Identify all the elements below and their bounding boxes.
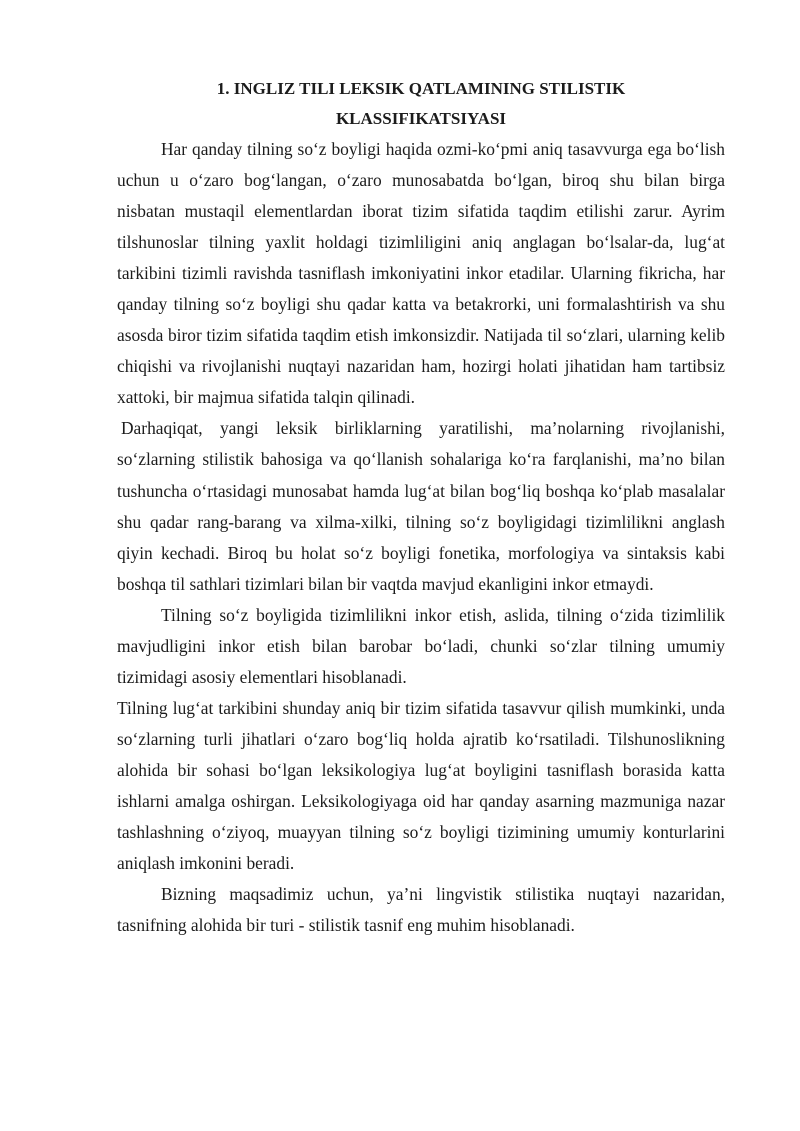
paragraph-3: Tilning so‘z boyligida tizimlilikni inkor etish, aslida, tilning o‘zida tizimlilik mavjudligini inkor etish bilan barobar bo‘ladi, chunki so‘zlar tilning umumiy tizimidagi asosiy elementlari hisoblanadi. xyxy=(117,604,725,687)
title-line-1: 1. INGLIZ TILI LEKSIK QATLAMINING STILISTIK xyxy=(216,79,626,98)
document-title xyxy=(117,74,725,134)
title-line-2: KLASSIFIKATSIYASI xyxy=(335,109,507,128)
document-page xyxy=(117,74,725,941)
paragraph-2: Darhaqiqat, yangi leksik birliklarning yaratilishi, ma’nolarning rivojlanishi, so‘zlarning stilistik bahosiga va qo‘llanish sohalariga ko‘ra farqlanishi, ma’no bilan tushuncha o‘rtasidagi munosabat hamda lug‘at bilan bog‘liq boshqa ko‘plab masalalar shu qadar rang-barang va xilma-xilki, tilning so‘z boyligidagi tizimlilikni anglash qiyin kechadi. Biroq bu holat so‘z boyligi fonetika, morfologiya va sintaksis kabi boshqa til sathlari tizimlari bilan bir vaqtda mavjud ekanligini inkor etmaydi. xyxy=(117,418,725,594)
paragraph-1: Har qanday tilning so‘z boyligi haqida ozmi-ko‘pmi aniq tasavvurga ega bo‘lish uchun u o‘zaro bog‘langan, o‘zaro munosabatda bo‘lgan, biroq shu bilan birga nisbatan mustaqil elementlardan iborat tizim sifatida taqdim etilishi zarur. Ayrim tilshunoslar tilning yaxlit holdagi tizimliligini aniq anglagan bo‘lsalar-da, lug‘at tarkibini tizimli ravishda tasniflash imkoniyatini inkor etadilar. Ularning fikricha, har qanday tilning so‘z boyligi shu qadar katta va betakrorki, uni formalashtirish va shu asosda biror tizim sifatida taqdim etish imkonsizdir. Natijada til so‘zlari, ularning kelib chiqishi va rivojlanishi nuqtayi nazaridan ham, hozirgi holati jihatidan ham tartibsiz xattoki, bir majmua sifatida talqin qilinadi. xyxy=(117,139,725,408)
paragraph-4: Tilning lug‘at tarkibini shunday aniq bir tizim sifatida tasavvur qilish mumkinki, unda so‘zlarning turli jihatlari o‘zaro bog‘liq holda ajratib ko‘rsatiladi. Tilshunoslikning alohida bir sohasi bo‘lgan leksikologiya lug‘at boyligini tasniflash borasida katta ishlarni amalga oshirgan. Leksikologiyaga oid har qanday asarning mazmuniga nazar tashlashning o‘ziyoq, muayyan tilning so‘z boyligi tizimining umumiy konturlarini aniqlash imkonini beradi. xyxy=(117,697,725,874)
paragraph-5: Bizning maqsadimiz uchun, ya’ni lingvistik stilistika nuqtayi nazaridan, tasnifning alohida bir turi - stilistik tasnif eng muhim hisoblanadi. xyxy=(117,884,725,936)
